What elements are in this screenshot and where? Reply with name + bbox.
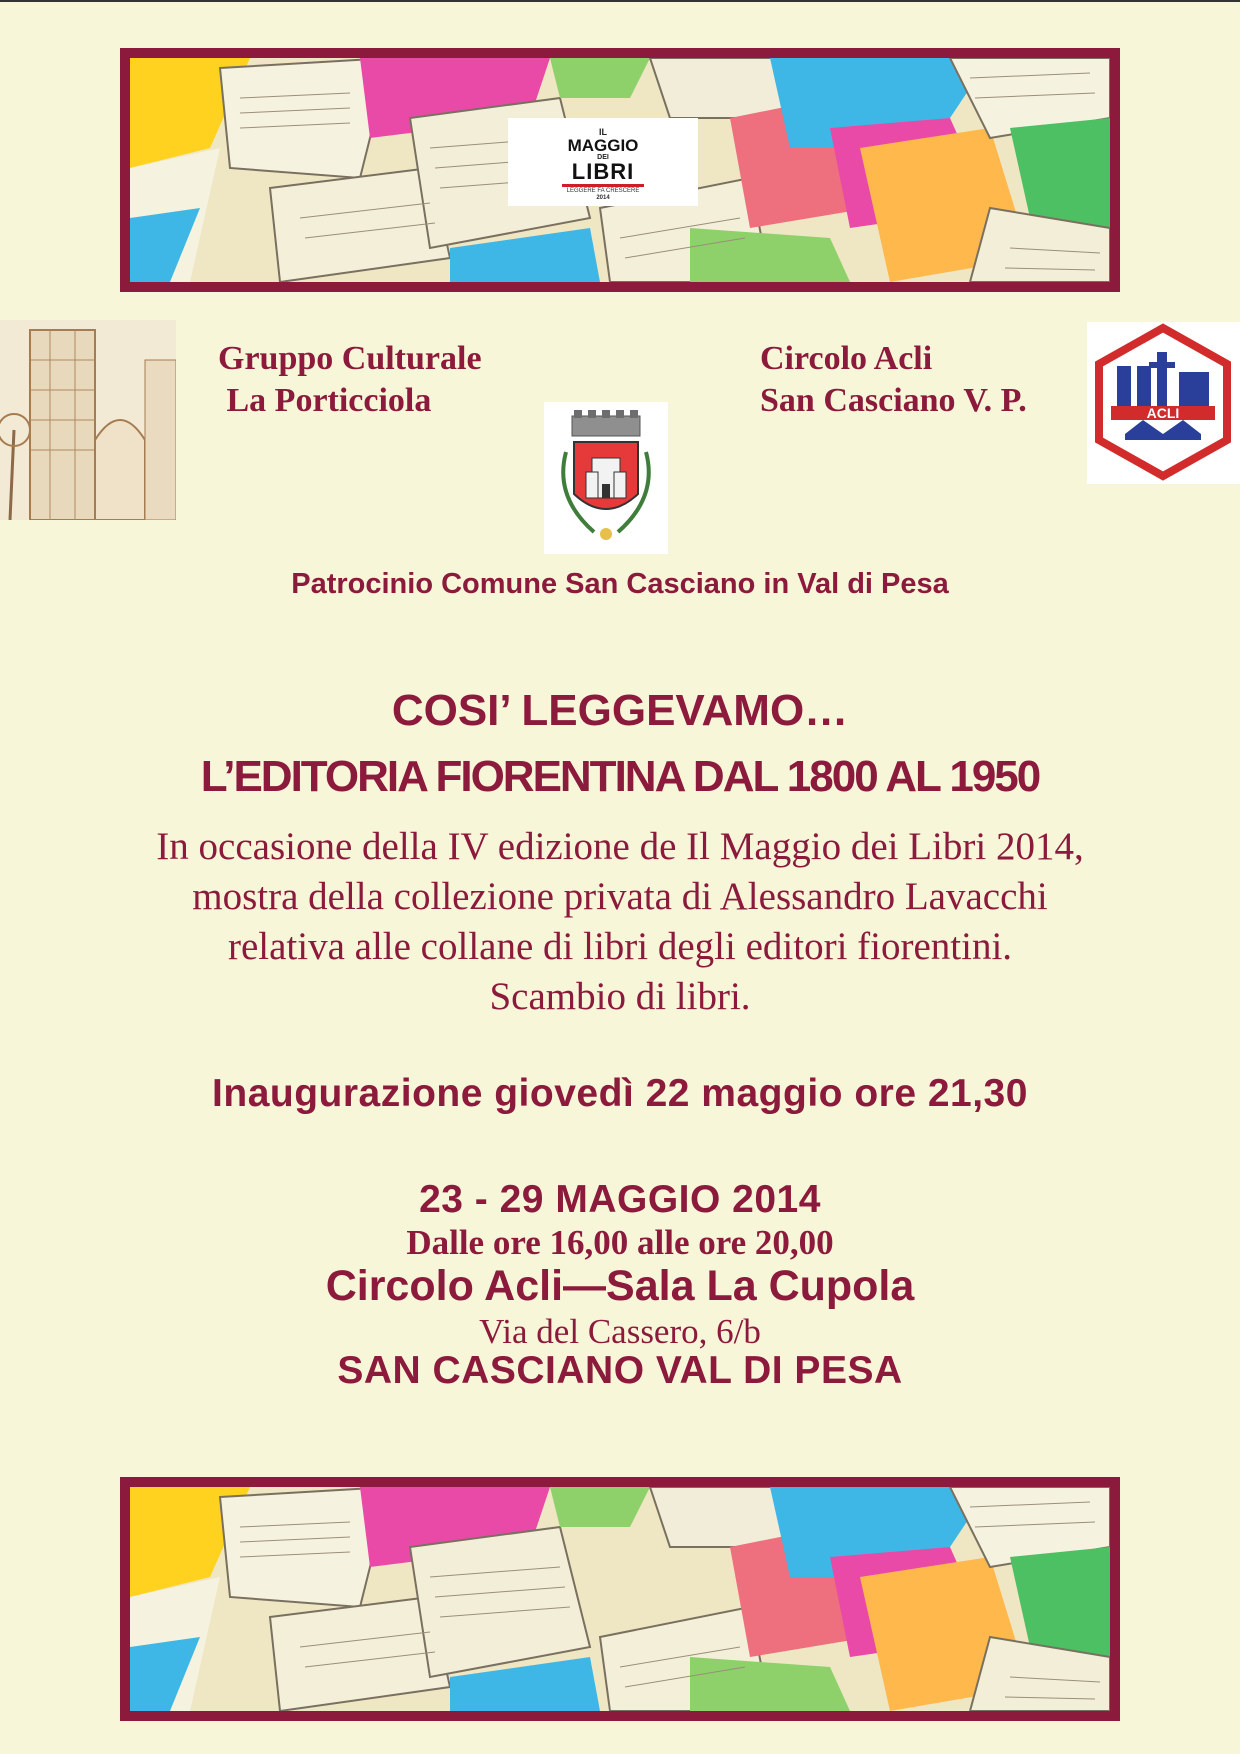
books-illustration xyxy=(130,1487,1110,1711)
description-line: Scambio di libri. xyxy=(489,975,751,1018)
event-hours: Dalle ore 16,00 alle ore 20,00 xyxy=(406,1223,834,1262)
description-line: In occasione della IV edizione de Il Maggio dei Libri 2014, xyxy=(156,825,1084,868)
top-border-line xyxy=(0,0,1240,2)
patrocinio-line: Patrocinio Comune San Casciano in Val di Pesa xyxy=(291,568,949,600)
comune-crest-icon xyxy=(544,402,668,554)
logo-line-libri: LIBRI xyxy=(571,159,635,184)
logo-line-il: IL xyxy=(599,127,607,137)
logo-red-bar xyxy=(562,184,644,187)
organizer-gruppo-culturale: Gruppo Culturale La Porticciola xyxy=(218,340,482,419)
organizer-circolo-acli: Circolo Acli San Casciano V. P. xyxy=(760,340,1027,419)
books-banner-bottom xyxy=(120,1477,1120,1721)
event-venue: Circolo Acli—Sala La Cupola xyxy=(325,1262,915,1310)
acli-logo-text: ACLI xyxy=(1146,405,1180,421)
acli-logo-icon xyxy=(1087,322,1240,484)
tower-drawing-image xyxy=(0,320,176,520)
description-line: mostra della collezione privata di Alessandro Lavacchi xyxy=(192,875,1048,918)
title-line-1: COSI’ LEGGEVAMO… xyxy=(391,686,849,735)
event-city: SAN CASCIANO VAL DI PESA xyxy=(337,1349,903,1392)
title-line-2: L’EDITORIA FIORENTINA DAL 1800 AL 1950 xyxy=(200,752,1040,801)
description-line: relativa alle collane di libri degli editori fiorentini. xyxy=(227,925,1013,968)
logo-line-dei: DEI xyxy=(597,154,609,161)
event-dates: 23 - 29 MAGGIO 2014 xyxy=(419,1178,821,1221)
description xyxy=(0,822,1240,1022)
logo-line-maggio: MAGGIO xyxy=(567,136,639,155)
inauguration-line: Inaugurazione giovedì 22 maggio ore 21,30 xyxy=(212,1072,1028,1115)
logo-year: 2014 xyxy=(596,195,610,201)
maggio-dei-libri-logo xyxy=(508,118,698,206)
logo-tagline: LEGGERE FA CRESCERE xyxy=(566,188,640,194)
event-address: Via del Cassero, 6/b xyxy=(479,1312,761,1351)
